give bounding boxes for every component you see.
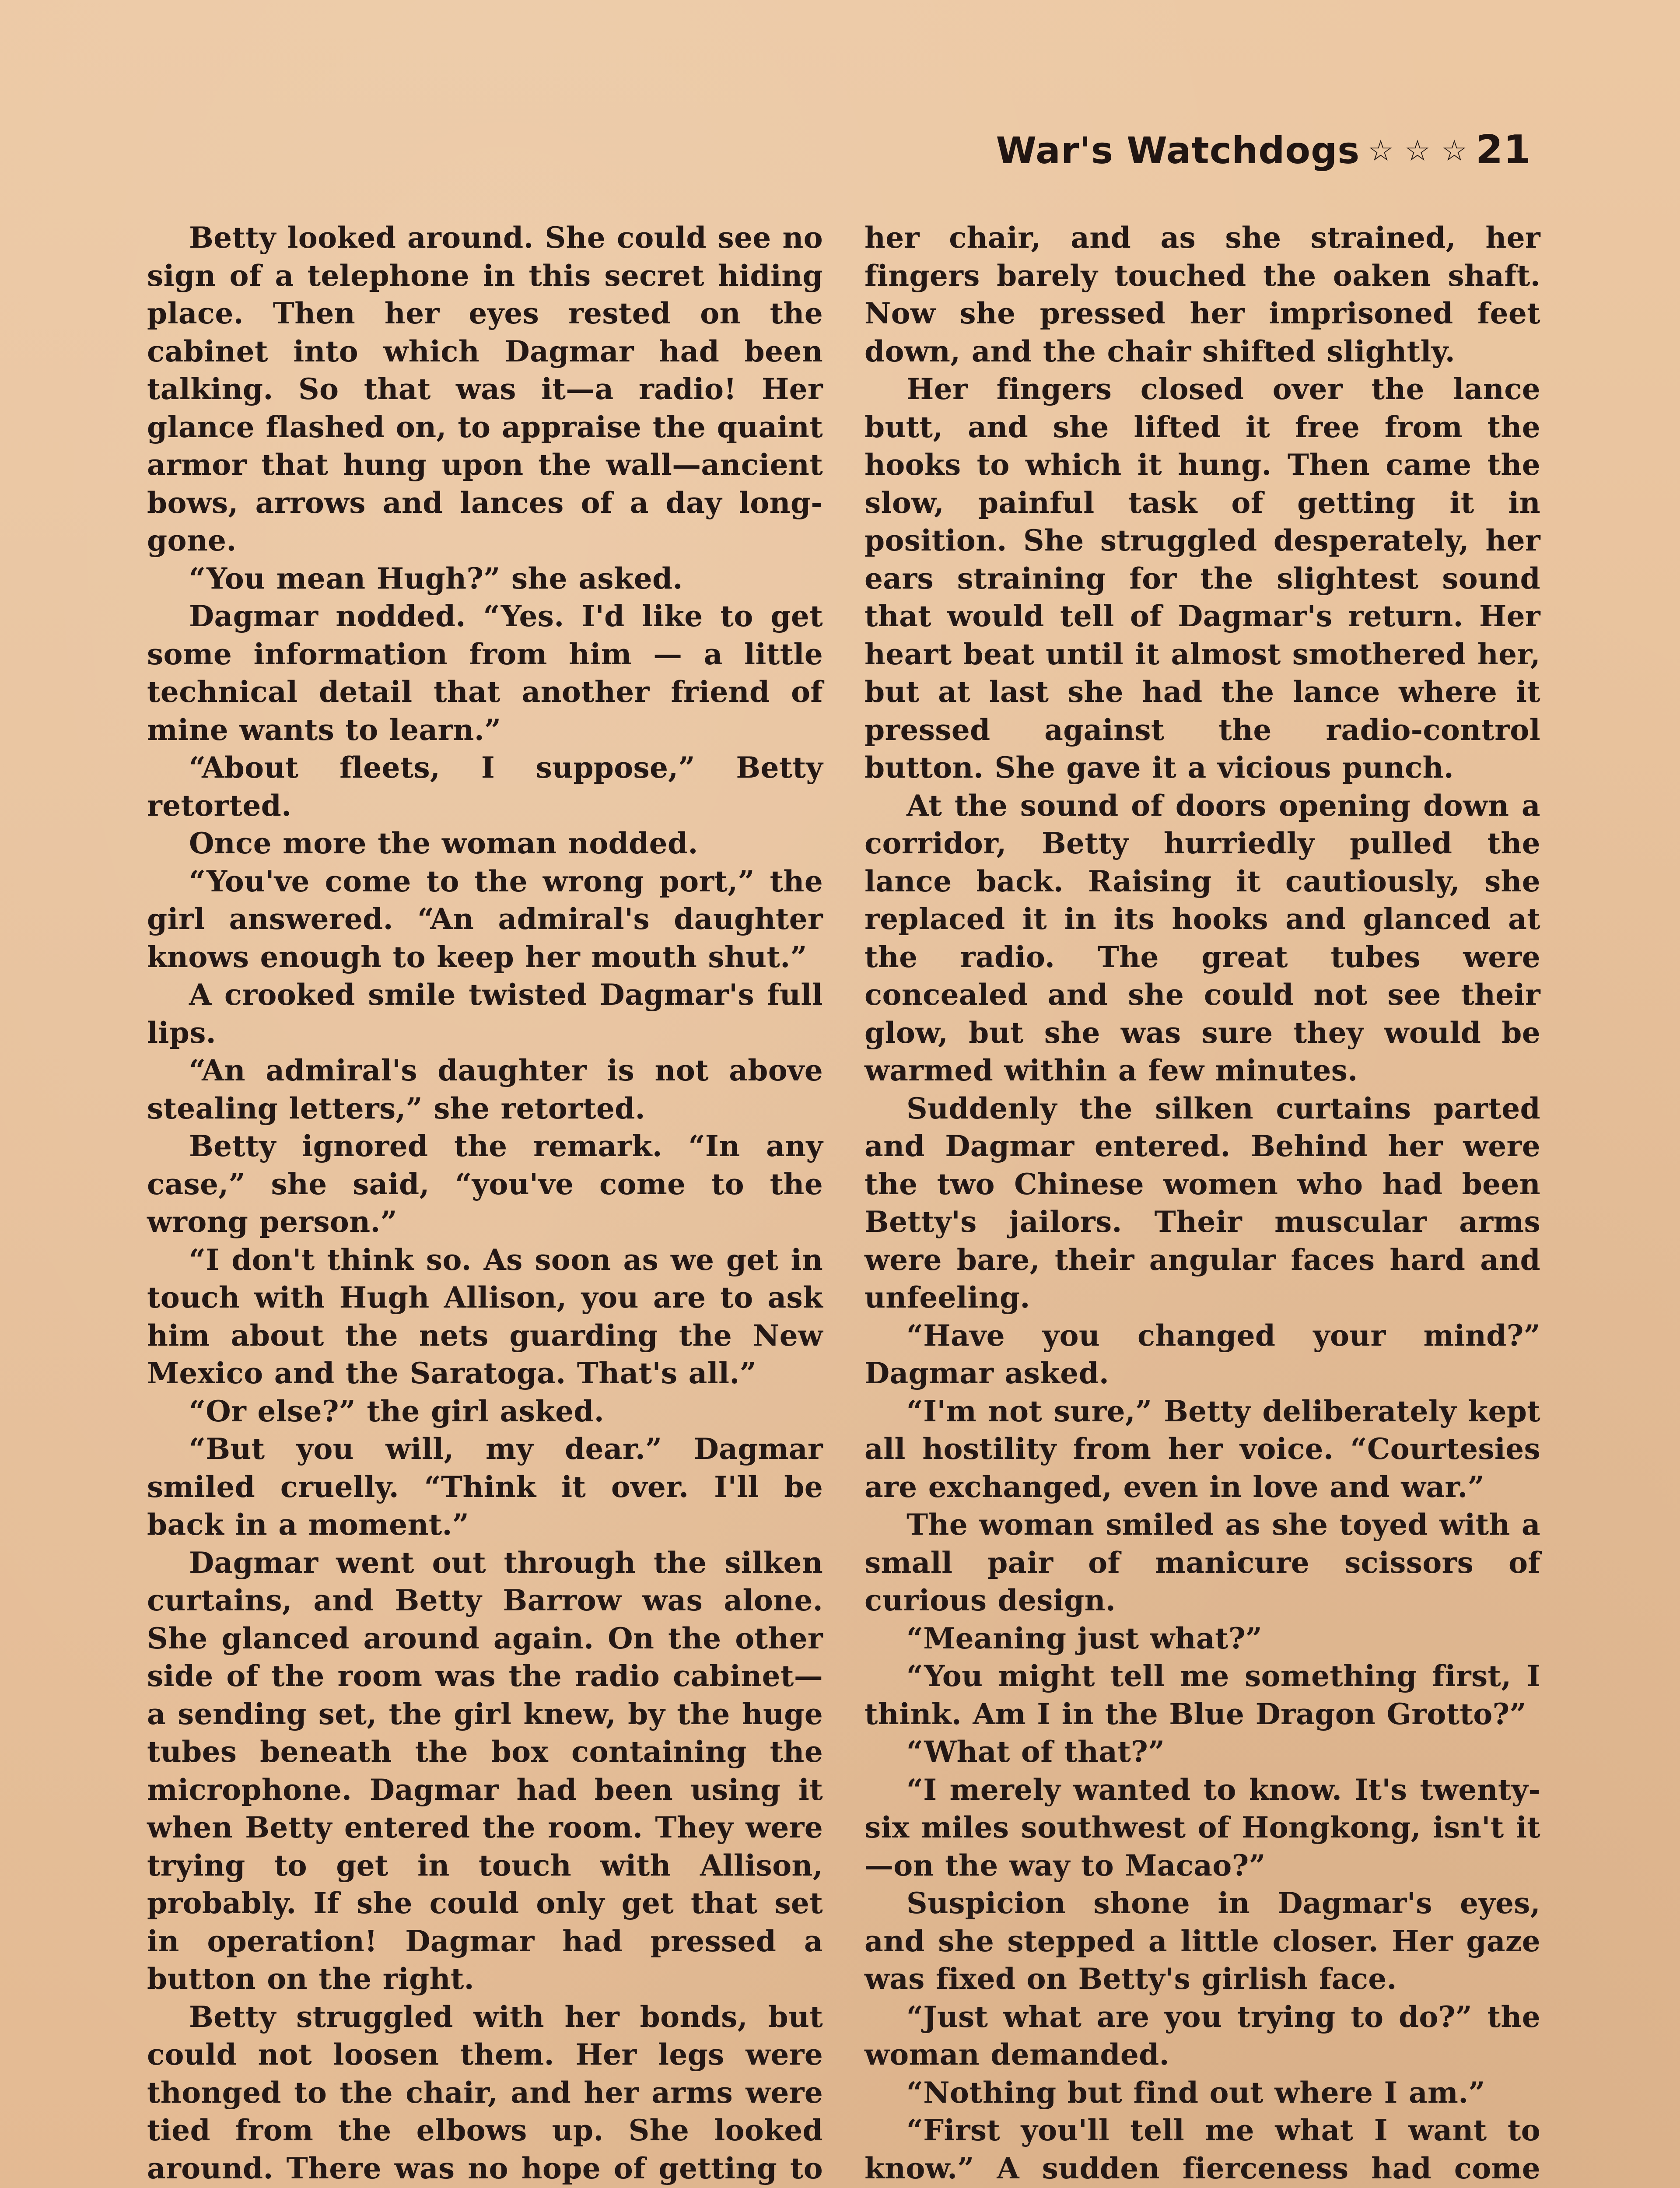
- paragraph: Suddenly the silken curtains parted and Dagmar entered. Behind her were the two Chinese women who had been Betty's jailors. Their muscular arms were bare, their angular faces hard and unfeeling.: [864, 1091, 1540, 1315]
- paragraph: Her fingers closed over the lance butt, and she lifted it free from the hooks to which it hung. Then came the slow, painful task of getting it in position. She struggled desperately, her ears straining for the slightest sound that would tell of Dagmar's return. Her heart beat until it almost smothered her, but at last she had the lance where it pressed against the radio-control button. She gave it a vicious punch.: [864, 372, 1540, 785]
- left-text-column: [147, 219, 823, 2188]
- paragraph: “Nothing but find out where I am.”: [906, 2075, 1485, 2110]
- running-head: [996, 127, 1531, 173]
- paragraph: “Just what are you trying to do?” the woman demanded.: [864, 1999, 1540, 2072]
- paragraph: “But you will, my dear.” Dagmar smiled cruelly. “Think it over. I'll be back in a moment.”: [147, 1432, 823, 1542]
- paragraph: Betty ignored the remark. “In any case,” she said, “you've come to the wrong person.”: [147, 1129, 823, 1239]
- page-number: 21: [1475, 127, 1531, 173]
- right-text-column: [864, 219, 1540, 2188]
- paragraph: “I don't think so. As soon as we get in touch with Hugh Allison, you are to ask him about the nets guarding the New Mexico and the Saratoga. That's all.”: [147, 1242, 823, 1390]
- paragraph: The woman smiled as she toyed with a small pair of manicure scissors of curious design.: [864, 1508, 1540, 1617]
- paragraph: “I'm not sure,” Betty deliberately kept all hostility from her voice. “Courtesies are exchanged, even in love and war.”: [864, 1394, 1540, 1504]
- paragraph: “What of that?”: [906, 1735, 1165, 1769]
- paragraph: Betty looked around. She could see no sign of a telephone in this secret hiding place. Then her eyes rested on the cabinet into which Dagmar had been talking. So that was it—a radio! Her glance flashed on, to appraise the quaint armor that hung upon the wall—ancient bows, arrows and lances of a day long-gone.: [147, 221, 823, 558]
- paragraph: “You mean Hugh?” she asked.: [189, 561, 683, 596]
- paragraph: “You've come to the wrong port,” the girl answered. “An admiral's daughter knows enough to keep her mouth shut.”: [147, 864, 823, 974]
- paragraph: Betty struggled with her bonds, but could not loosen them. Her legs were thonged to the chair, and her arms were tied from the elbows up. She looked around. There was no hope of getting to: [147, 1999, 823, 2185]
- paragraph: Once more the woman nodded.: [189, 826, 698, 860]
- story-title: War's Watchdogs: [996, 129, 1360, 172]
- paragraph: At the sound of doors opening down a corridor, Betty hurriedly pulled the lance back. Raising it cautiously, she replaced it in its hooks and glanced at the radio. The great tubes were concealed and she could not see their glow, but she was sure they would be warmed within a few minutes.: [864, 788, 1540, 1087]
- paragraph: Suspicion shone in Dagmar's eyes, and she stepped a little closer. Her gaze was fixed on Betty's girlish face.: [864, 1886, 1540, 1996]
- star-icons: ☆ ☆ ☆: [1368, 134, 1468, 168]
- paragraph: Dagmar went out through the silken curtains, and Betty Barrow was alone. She glanced around again. On the other side of the room was the radio cabinet—a sending set, the girl knew, by the huge tubes beneath the box containing the microphone. Dagmar had been using it when Betty entered the room. They were trying to get in touch with Allison, probably. If she could only get that set in operation! Dagmar had pressed a button on the right.: [147, 1545, 823, 1996]
- paragraph: “I merely wanted to know. It's twenty-six miles southwest of Hongkong, isn't it—on the way to Macao?”: [864, 1772, 1540, 1883]
- paragraph: “You might tell me something first, I think. Am I in the Blue Dragon Grotto?”: [864, 1659, 1540, 1731]
- paragraph: “Meaning just what?”: [906, 1621, 1263, 1655]
- paragraph: “About fleets, I suppose,” Betty retorted.: [147, 750, 823, 823]
- paragraph: “An admiral's daughter is not above stealing letters,” she retorted.: [147, 1053, 823, 1126]
- paragraph: “Have you changed your mind?” Dagmar asked.: [864, 1318, 1540, 1390]
- paragraph: “Or else?” the girl asked.: [189, 1394, 605, 1428]
- paragraph: Dagmar nodded. “Yes. I'd like to get some information from him — a little technical detail that another friend of mine wants to learn.”: [147, 599, 823, 747]
- paragraph-continued: her chair, and as she strained, her fingers barely touched the oaken shaft. Now she pressed her imprisoned feet down, and the chair shifted slightly.: [864, 221, 1540, 368]
- paragraph: A crooked smile twisted Dagmar's full lips.: [147, 978, 823, 1050]
- paragraph: “First you'll tell me what I want to know.” A sudden fierceness had come: [864, 2113, 1540, 2185]
